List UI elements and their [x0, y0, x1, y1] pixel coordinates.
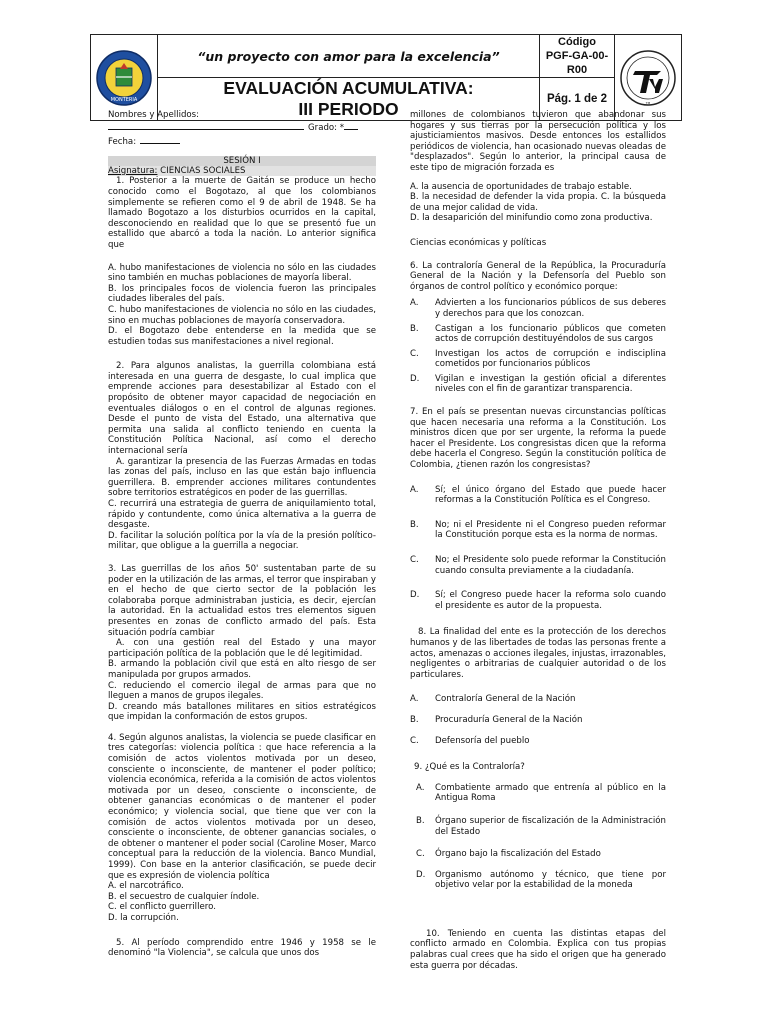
page-number: Pág. 1 de 2	[540, 78, 615, 121]
session-title: SESIÓN I	[108, 156, 376, 166]
date-field-row	[108, 135, 376, 148]
q8-option-a: A. Contraloría General de la Nación	[410, 694, 576, 705]
question-5-continued: millones de colombianos tuvieron que abandonar sus hogares y sus tierras por la persecución política y los ajusticiamientos masivos. Desde entonces los estallidos periódicos de violencia, han ocasionado nuevas oleadas de "desplazados". Según lo anterior, la principal causa de este tipo de migración forzada es	[410, 110, 666, 173]
tm-logo-icon	[619, 49, 677, 107]
q4-option-a: A. el narcotráfico.	[108, 881, 184, 892]
q6-option-b: B. Castigan a los funcionario públicos que cometen actos de corrupción destituyéndolos de sus cargos	[410, 323, 666, 345]
q2-option-d: D. facilitar la solución política por la vía de la presión político-militar, que obligue a la guerrilla a negociar.	[108, 530, 376, 552]
section-heading-economics: Ciencias económicas y políticas	[410, 237, 547, 248]
school-logo-left	[91, 35, 158, 121]
q3-option-c: C. reduciendo el comercio ilegal de armas para que no lleguen a manos de grupos ilegales.	[108, 680, 376, 702]
q5-option-b-c: B. la necesidad de defender la vida propia. C. la búsqueda de una mejor calidad de vida.	[410, 192, 666, 213]
q2-option-a-b: A. garantizar la presencia de las Fuerzas Armadas en todas las zonas del país, incluso en las que están bajo influencia guerrillera. B. emprender acciones militares contundentes sobre territorios estratégicos en poder de las guerrillas.	[108, 456, 376, 499]
q8-option-b: B. Procuraduría General de la Nación	[410, 714, 583, 725]
q1-option-d: D. el Bogotazo debe entenderse en la medida que se estudien todas sus manifestaciones a nivel regional.	[108, 326, 376, 347]
q6-option-c: C. Investigan los actos de corrupción e indisciplina cometidos por funcionarios públicos	[410, 348, 666, 370]
question-10: 10. Teniendo en cuenta las distintas etapas del conflicto armado en Colombia. Explica con tus propias palabras cual crees que ha sido el origen que ha generado esta guerra por décadas.	[410, 928, 666, 971]
subject-label: Asignatura:	[108, 165, 158, 176]
q1-option-c: C. hubo manifestaciones de violencia no sólo en las ciudades, sino en muchas poblaciones de mayoría conservadora.	[108, 304, 376, 326]
question-5-start: 5. Al período comprendido entre 1946 y 1958 se le denominó "la Violencia", se calcula que unos dos	[108, 937, 376, 959]
q5-option-d: D. la desaparición del minifundio como zona productiva.	[410, 213, 653, 224]
subject-value: CIENCIAS SOCIALES	[157, 165, 246, 176]
name-field-row	[108, 110, 376, 121]
name-input-line[interactable]	[108, 121, 304, 130]
grade-field-row	[108, 121, 376, 134]
name-label: Nombres y Apellidos:	[108, 110, 200, 120]
q4-option-c: C. el conflicto guerrillero.	[108, 902, 216, 913]
question-9: 9. ¿Qué es la Contraloría?	[414, 762, 525, 773]
document-code: Código PGF-GA-00-R00	[540, 35, 615, 78]
question-2: 2. Para algunos analistas, la guerrilla colombiana está interesada en una guerra de desgaste, lo cual implica que emprende acciones para desestabilizar al Estado con el propósito de obtener mayor capacidad de negociación en eventuales diálogos o en el control de algunas regiones. Desde el punto de vista del Estado, una alternativa que permita una salida al conflicto teniendo en cuenta la Constitución Política Nacional, así como el derecho internacional sería	[108, 361, 376, 457]
q7-option-d: D. Sí; el Congreso puede hacer la reforma solo cuando el presidente es autor de la propuesta.	[410, 590, 666, 611]
left-column	[108, 110, 376, 959]
school-logo-right	[615, 35, 682, 121]
q1-option-a: A. hubo manifestaciones de violencia no sólo en las ciudades sino también en muchas poblaciones de mayoría liberal.	[108, 262, 376, 284]
q7-option-a: A. Sí; el único órgano del Estado que puede hacer reformas a la Constitución Política es el Congreso.	[410, 484, 666, 506]
q5-option-a: A. la ausencia de oportunidades de trabajo estable.	[410, 181, 632, 192]
q7-option-c: C. No; el Presidente solo puede reformar la Constitución cuando consulta previamente a la ciudadanía.	[410, 555, 666, 576]
q9-option-c: C. Órgano bajo la fiscalización del Estado	[416, 849, 601, 860]
svg-text:MONTERIA: MONTERIA	[110, 96, 138, 103]
school-crest-icon	[95, 49, 153, 107]
question-4: 4. Según algunos analistas, la violencia se puede clasificar en tres categorías: violencia política : que hace referencia a la comisión de actos violentos motivada por un deseo, consciente o inconsciente, de mantener el poder político; violencia económica, referida a la comisión de actos violentos motivada por un deseo, consciente o inconsciente, de obtener ganancias económicas o de mantener el poder económico; y violencia social, que tiene que ver con la comisión de actos violentos motivada por un deseo, consciente o inconsciente, de obtener ganancias sociales, o de obtener o mantener el poder social (Caroline Moser, Marco conceptual para la reducción de la violencia. Banco Mundial, 1999). Con base en la anterior clasificación, se puede decir que es expresión de violencia política	[108, 732, 376, 881]
q3-option-a: A. con una gestión real del Estado y una mayor participación política de la población que le dé legitimidad.	[108, 638, 376, 659]
date-input-line[interactable]	[140, 135, 180, 144]
q8-option-c: C. Defensoría del pueblo	[410, 735, 530, 746]
q9-option-b: B. Órgano superior de fiscalización de la Administración del Estado	[416, 815, 666, 837]
question-1: 1. Posterior a la muerte de Gaitán se produce un hecho conocido como el Bogotazo, al que los colombianos simplemente se refieren como el 9 de abril de 1948. Se ha llamado Bogotazo a los disturbios ocurridos en la capital, desconociendo en realidad que lo que se presentó fue un estallido que abarcó a toda la nación. Lo anterior significa que	[108, 176, 376, 250]
question-7: 7. En el país se presentan nuevas circunstancias políticas que hacen necesaria una reforma a la Constitución. Los ministros dicen que por ser urgente, la reforma la puede hacer el Presidente. Los congresistas dicen que la reforma debe hacerla el Congreso. Según la constitución política de Colombia, ¿tienen razón los congresistas?	[410, 407, 666, 471]
subject-row	[108, 166, 376, 177]
date-label: Fecha:	[108, 137, 137, 148]
svg-text:TM: TM	[645, 100, 651, 105]
q9-option-a: A. Combatiente armado que entrenía al público en la Antigua Roma	[416, 782, 666, 804]
q9-option-d: D. Organismo autónomo y técnico, que tiene por objetivo velar por la estabilidad de la moneda	[416, 869, 666, 891]
q4-option-b: B. el secuestro de cualquier índole.	[108, 891, 260, 902]
grade-input-line[interactable]	[344, 121, 358, 130]
header-table	[90, 34, 682, 121]
grade-label: Grado: *	[308, 122, 345, 133]
q6-option-d: D. Vigilan e investigan la gestión oficial a diferentes niveles con el fin de garantizar transparencia.	[410, 373, 666, 395]
question-3: 3. Las guerrillas de los años 50' sustentaban parte de su poder en la utilización de las armas, el terror que inspiraban y en el hecho de que cierto sector de la población les colaboraba porque administraban justicia, es decir, ejercían la autoridad. En la actualidad estos tres elementos siguen presentes en zonas de conflicto armado del país. Esta situación podría cambiar	[108, 563, 376, 638]
question-6: 6. La contraloría General de la República, la Procuraduría General de la Nación y la Defensoría del Pueblo son órganos de control político y económico porque:	[410, 260, 666, 292]
q7-option-b: B. No; ni el Presidente ni el Congreso pueden reformar la Constitución porque esta es la norma de normas.	[410, 519, 666, 541]
q3-option-d: D. creando más batallones militares en sitios estratégicos que impidan la conformación de estos grupos.	[108, 701, 376, 723]
q4-option-d: D. la corrupción.	[108, 912, 179, 923]
q2-option-c: C. recurrirá una estrategia de guerra de aniquilamiento total, rápido y contundente, como única alternativa a la guerra de desgaste.	[108, 499, 376, 531]
q6-option-a: A. Advierten a los funcionarios públicos de sus deberes y derechos para que los conozcan.	[410, 298, 666, 319]
document-title: EVALUACIÓN ACUMULATIVA: III PERIODO	[158, 78, 540, 121]
school-motto: “un proyecto con amor para la excelencia”	[158, 35, 540, 78]
q3-option-b: B. armando la población civil que está en alto riesgo de ser manipulada por grupos armados.	[108, 659, 376, 680]
right-column	[410, 110, 666, 971]
question-8: 8. La finalidad del ente es la protección de los derechos humanos y de las libertades de todas las personas frente a actos, amenazas o acciones ilegales, injustas, irrazonables, negligentes o arbitrarias de cualquier autoridad o de los particulares.	[410, 627, 666, 680]
q1-option-b: B. los principales focos de violencia fueron las principales ciudades liberales del país.	[108, 283, 376, 305]
